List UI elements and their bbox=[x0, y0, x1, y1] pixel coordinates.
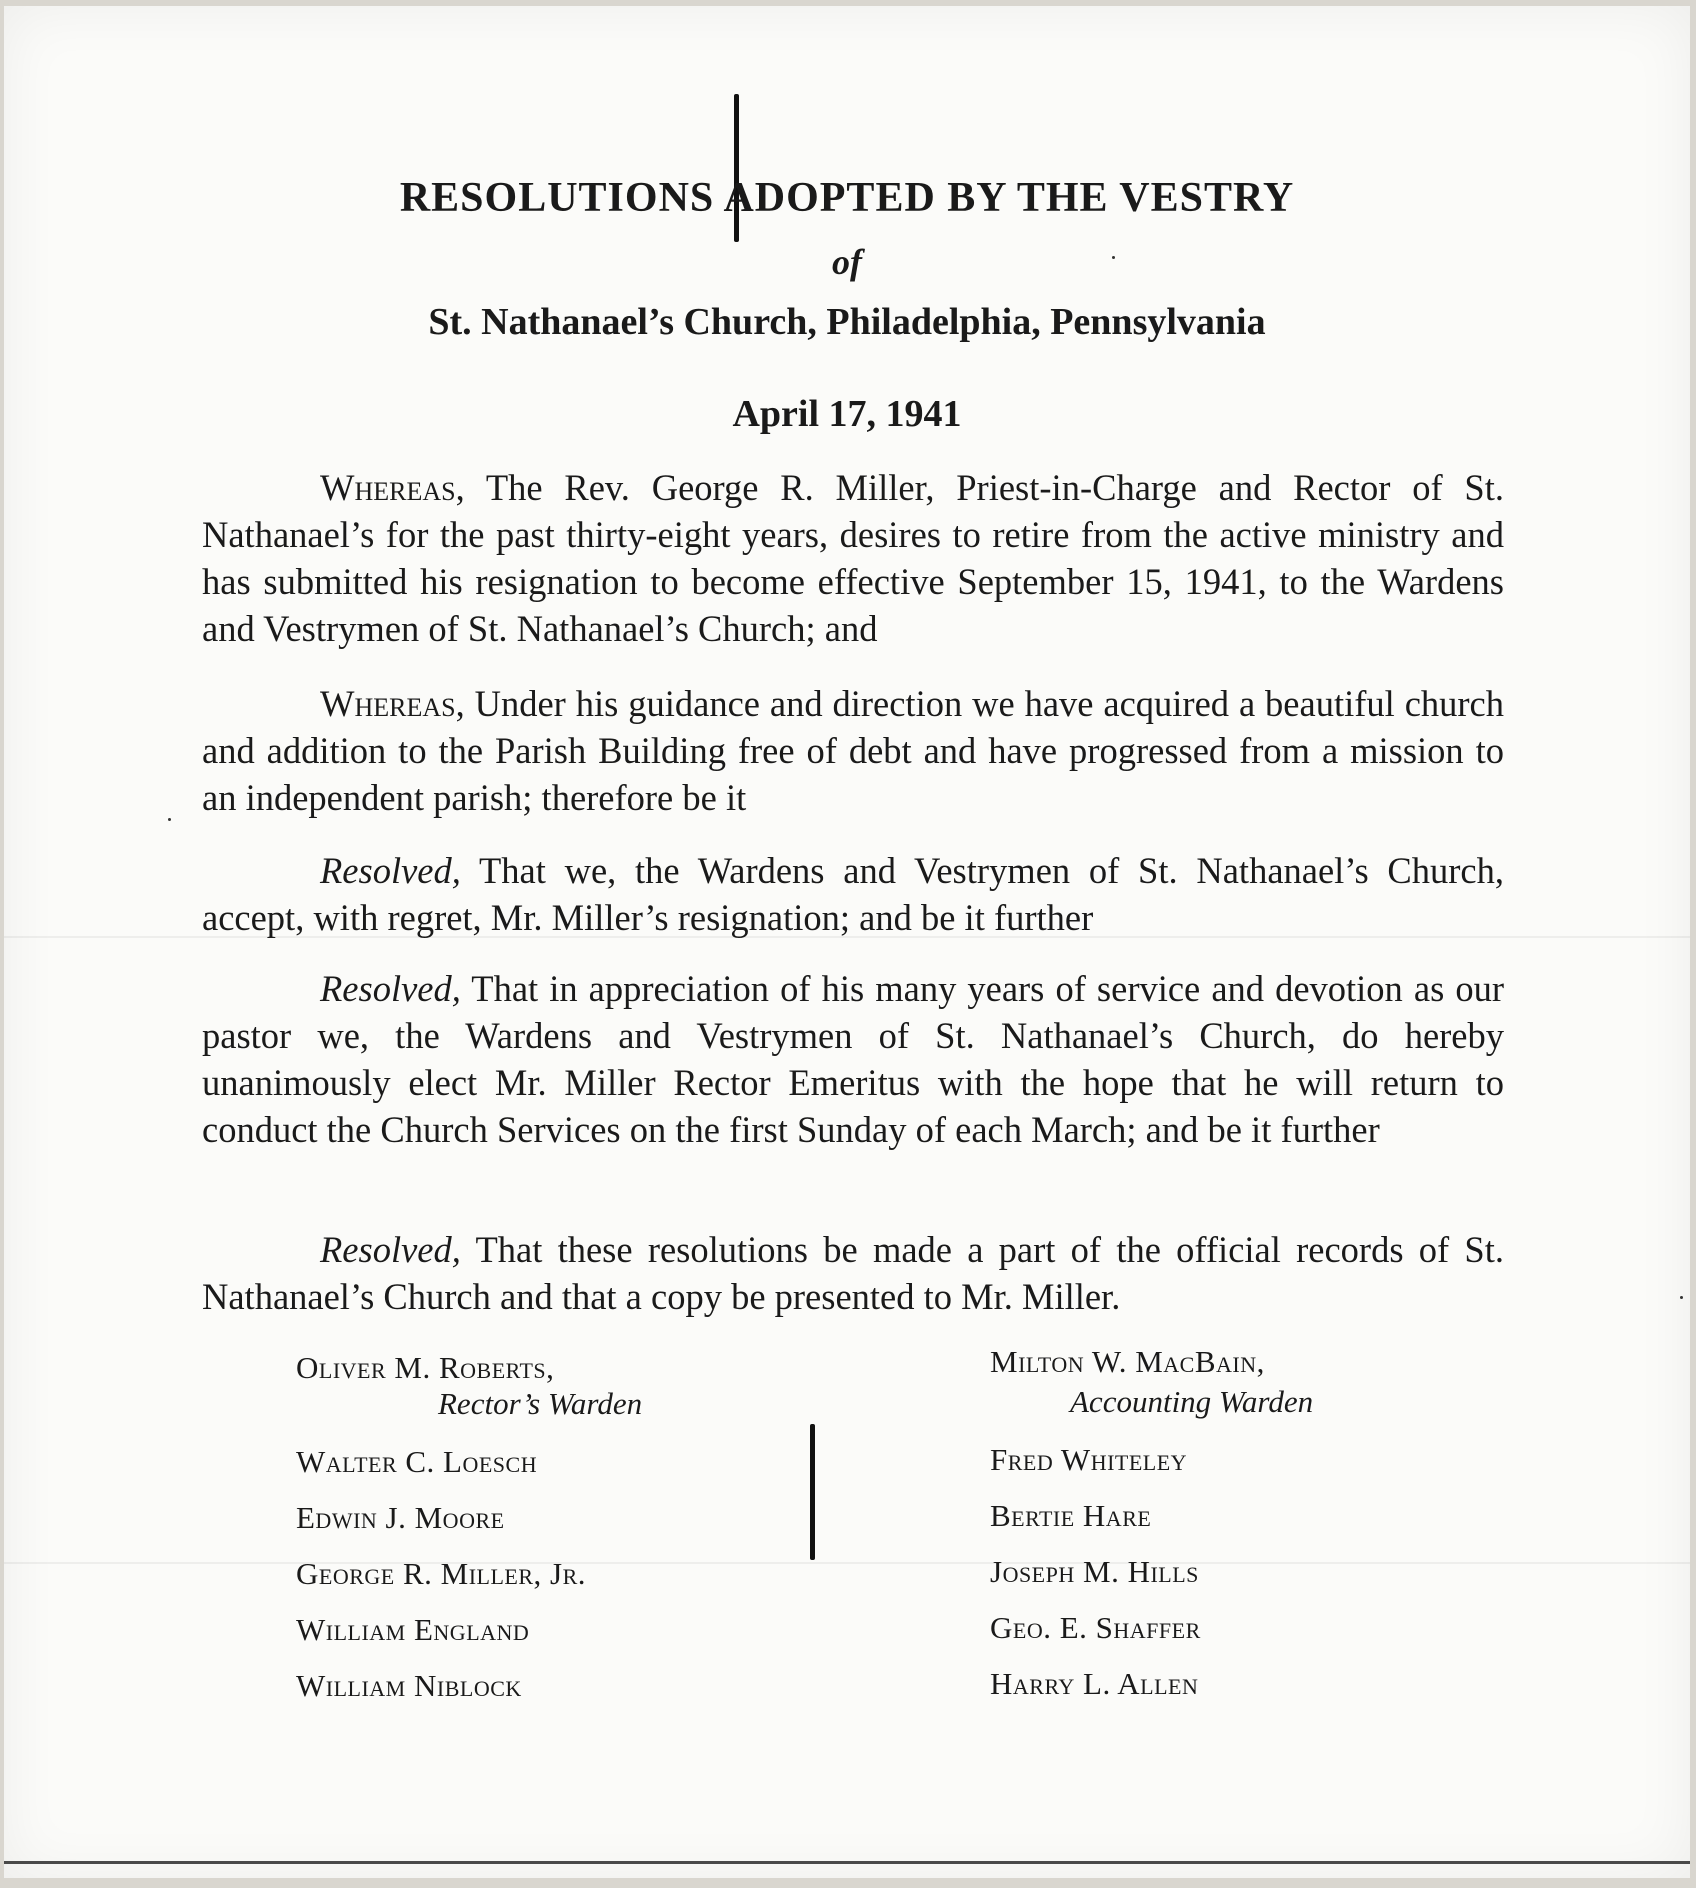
paragraph-text: That these resolutions be made a part of the official records of St. Nathanael’s Church and that a copy be presented to Mr. Miller. bbox=[202, 1229, 1504, 1317]
paragraph-text: That we, the Wardens and Vestrymen of St. Nathanael’s Church, accept, with regret, Mr. Miller’s resignation; and be it further bbox=[202, 850, 1504, 938]
vestryman-name: William Niblock bbox=[296, 1668, 522, 1703]
vestryman-name: Geo. E. Shaffer bbox=[990, 1610, 1201, 1645]
vestryman-name: William England bbox=[296, 1612, 530, 1647]
document-page bbox=[4, 6, 1690, 1878]
resolved-paragraph bbox=[202, 1226, 1504, 1320]
title-connector: of bbox=[832, 242, 862, 282]
paragraph-text: The Rev. George R. Miller, Priest-in-Charge and Rector of St. Nathanael’s for the past thirty-eight years, desires to retire from the active ministry and has submitted his resignation to become effective September 15, 1941, to the Wardens and Vestrymen of St. Nathanael’s Church; and bbox=[202, 467, 1504, 649]
vestryman-name: Fred Whiteley bbox=[990, 1442, 1188, 1477]
ink-mark bbox=[810, 1424, 815, 1560]
warden-name: Milton W. MacBain, bbox=[990, 1344, 1265, 1379]
resolution-date: April 17, 1941 bbox=[732, 393, 962, 435]
whereas-paragraph bbox=[202, 680, 1504, 821]
vestryman-name: George R. Miller, Jr. bbox=[296, 1556, 587, 1591]
paragraph-lead: Resolved, bbox=[320, 1229, 461, 1270]
paragraph-lead: Resolved, bbox=[320, 968, 461, 1009]
church-name: St. Nathanael’s Church, Philadelphia, Pennsylvania bbox=[428, 301, 1266, 343]
resolved-paragraph bbox=[202, 847, 1504, 941]
whereas-paragraph bbox=[202, 464, 1504, 652]
document-title: RESOLUTIONS ADOPTED BY THE VESTRY bbox=[399, 175, 1295, 221]
speck bbox=[168, 818, 171, 821]
paragraph-lead: Whereas, bbox=[320, 467, 465, 508]
paragraph-lead: Resolved, bbox=[320, 850, 461, 891]
vestryman-name: Harry L. Allen bbox=[990, 1666, 1199, 1701]
vestryman-name: Bertie Hare bbox=[990, 1498, 1152, 1533]
vestryman-name: Joseph M. Hills bbox=[990, 1554, 1199, 1589]
paragraph-lead: Whereas, bbox=[320, 683, 465, 724]
resolved-paragraph bbox=[202, 965, 1504, 1153]
paper-edge bbox=[4, 1861, 1690, 1864]
warden-title: Rector’s Warden bbox=[438, 1386, 643, 1421]
vestryman-name: Walter C. Loesch bbox=[296, 1444, 538, 1479]
paragraph-text: Under his guidance and direction we have acquired a beautiful church and addition to the Parish Building free of debt and have progressed from a mission to an independent parish; therefore be it bbox=[202, 683, 1504, 818]
paragraph-text: That in appreciation of his many years of service and devotion as our pastor we, the Wardens and Vestrymen of St. Nathanael’s Church, do hereby unanimously elect Mr. Miller Rector Emeritus with the hope that he will return to conduct the Church Services on the first Sunday of each March; and be it further bbox=[202, 968, 1504, 1150]
warden-name: Oliver M. Roberts, bbox=[296, 1350, 555, 1385]
paper-fold bbox=[4, 1562, 1690, 1564]
vestryman-name: Edwin J. Moore bbox=[296, 1500, 505, 1535]
speck bbox=[1680, 1296, 1683, 1299]
warden-title: Accounting Warden bbox=[1070, 1384, 1314, 1419]
